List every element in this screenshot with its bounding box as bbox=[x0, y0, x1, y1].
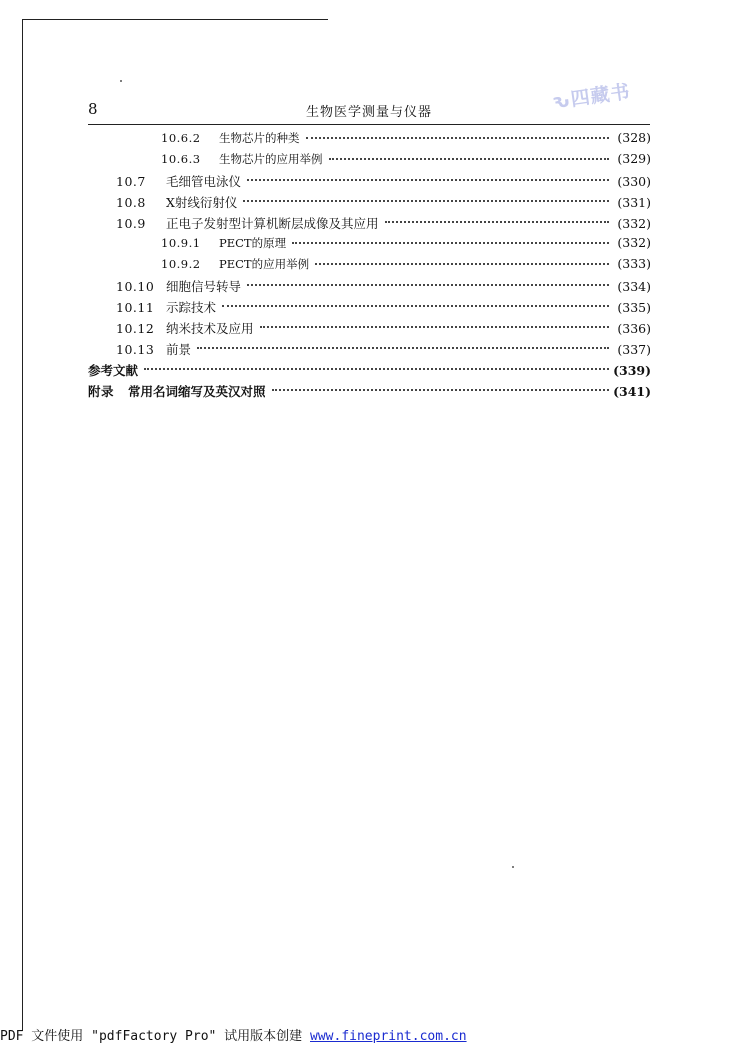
toc-title: PECT的应用举例 bbox=[219, 257, 310, 271]
scan-speck bbox=[120, 80, 122, 82]
running-title: 生物医学测量与仪器 bbox=[305, 105, 432, 120]
footer-text: PDF 文件使用 "pdfFactory Pro" 试用版本创建 bbox=[0, 1029, 311, 1044]
table-of-contents bbox=[88, 130, 651, 403]
toc-entry[interactable] bbox=[88, 382, 651, 403]
toc-number: 10.9.2 bbox=[161, 257, 201, 271]
toc-page-number: (332) bbox=[617, 235, 651, 250]
toc-entry[interactable] bbox=[88, 319, 651, 340]
toc-number: 10.6.2 bbox=[161, 131, 201, 145]
toc-title: 细胞信号转导 bbox=[166, 279, 242, 294]
toc-entry[interactable] bbox=[88, 340, 651, 361]
watermark-stamp: ԅ四藏书 bbox=[551, 80, 632, 114]
toc-title: 生物芯片的应用举例 bbox=[219, 152, 323, 166]
toc-title: 示踪技术 bbox=[166, 300, 217, 315]
toc-entry[interactable] bbox=[88, 193, 651, 214]
toc-number: 10.7 bbox=[116, 174, 146, 189]
dot-leader bbox=[197, 347, 609, 349]
toc-number: 10.8 bbox=[116, 195, 146, 210]
dot-leader bbox=[260, 326, 609, 328]
toc-title: 纳米技术及应用 bbox=[166, 321, 254, 336]
frame-left-rule bbox=[22, 19, 23, 1031]
toc-entry[interactable] bbox=[88, 130, 651, 151]
header-rule bbox=[88, 124, 650, 125]
toc-entry[interactable] bbox=[88, 151, 651, 172]
toc-entry[interactable] bbox=[88, 277, 651, 298]
toc-page-number: (341) bbox=[613, 384, 651, 399]
dot-leader bbox=[329, 158, 610, 160]
toc-entry[interactable] bbox=[88, 256, 651, 277]
dot-leader bbox=[315, 263, 609, 265]
toc-title: 前景 bbox=[166, 342, 192, 357]
toc-page-number: (339) bbox=[613, 363, 651, 378]
toc-entry[interactable] bbox=[88, 235, 651, 256]
toc-page-number: (336) bbox=[617, 321, 651, 336]
toc-page-number: (337) bbox=[617, 342, 651, 357]
dot-leader bbox=[385, 221, 609, 223]
toc-number: 10.13 bbox=[116, 342, 155, 357]
toc-page-number: (334) bbox=[617, 279, 651, 294]
toc-page-number: (332) bbox=[617, 216, 651, 231]
toc-number: 10.6.3 bbox=[161, 152, 201, 166]
scan-speck bbox=[512, 866, 514, 868]
pdf-footer bbox=[0, 1025, 467, 1044]
toc-page-number: (335) bbox=[617, 300, 651, 315]
toc-title: X射线衍射仪 bbox=[166, 195, 238, 210]
toc-page-number: (329) bbox=[617, 151, 651, 166]
toc-title: 生物芯片的种类 bbox=[219, 131, 300, 145]
dot-leader bbox=[306, 137, 610, 139]
toc-entry[interactable] bbox=[88, 361, 651, 382]
toc-number: 10.10 bbox=[116, 279, 155, 294]
toc-title: 毛细管电泳仪 bbox=[166, 174, 242, 189]
toc-title: PECT的原理 bbox=[219, 236, 287, 250]
toc-page-number: (328) bbox=[617, 130, 651, 145]
toc-number: 10.9.1 bbox=[161, 236, 201, 250]
toc-entry[interactable] bbox=[88, 172, 651, 193]
dot-leader bbox=[292, 242, 609, 244]
footer-link[interactable]: www.fineprint.com.cn bbox=[310, 1029, 467, 1044]
toc-page-number: (331) bbox=[617, 195, 651, 210]
toc-page-number: (330) bbox=[617, 174, 651, 189]
toc-entry[interactable] bbox=[88, 298, 651, 319]
dot-leader bbox=[243, 200, 609, 202]
toc-number: 10.12 bbox=[116, 321, 155, 336]
dot-leader bbox=[272, 389, 609, 391]
page-number: 8 bbox=[88, 100, 98, 118]
dot-leader bbox=[247, 284, 609, 286]
frame-top-rule bbox=[22, 19, 328, 20]
toc-number: 附录 bbox=[88, 384, 115, 399]
toc-title: 常用名词缩写及英汉对照 bbox=[128, 384, 266, 399]
toc-number: 10.9 bbox=[116, 216, 146, 231]
dot-leader bbox=[247, 179, 609, 181]
toc-entry[interactable] bbox=[88, 214, 651, 235]
toc-page-number: (333) bbox=[617, 256, 651, 271]
toc-number: 10.11 bbox=[116, 300, 155, 315]
dot-leader bbox=[222, 305, 609, 307]
toc-title: 正电子发射型计算机断层成像及其应用 bbox=[166, 216, 379, 231]
dot-leader bbox=[144, 368, 609, 370]
toc-title: 参考文献 bbox=[88, 363, 139, 378]
